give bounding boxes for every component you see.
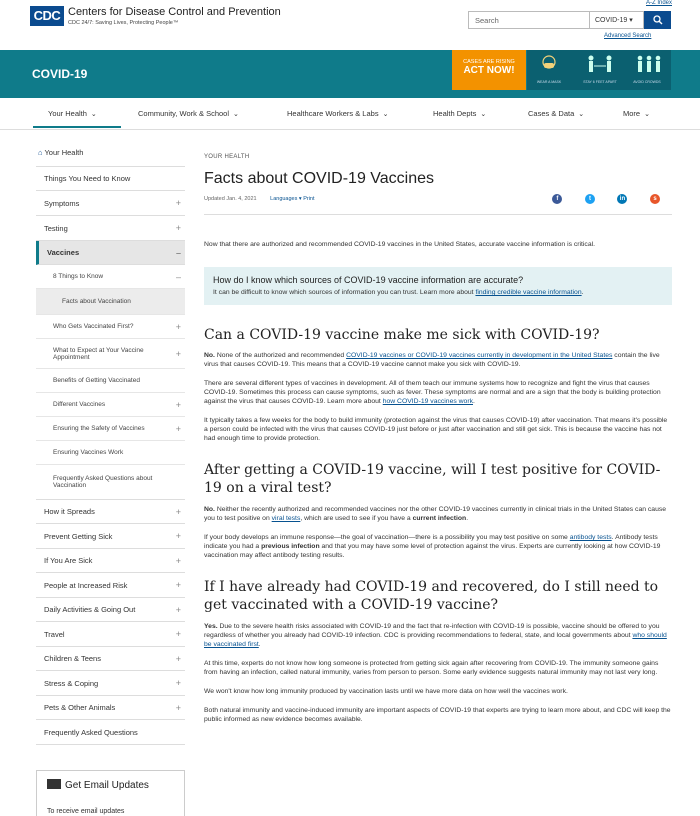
sidebar-item-daily-activities[interactable] [36,598,185,622]
chevron-down-icon: ⌄ [382,111,389,118]
paragraph: Both natural immunity and vaccine-induced immunity are important aspects of COVID-19 that experts are trying to learn more about, and CDC will keep the public informed as new evidence becomes available. [204,707,671,723]
sidebar-sub-benefits[interactable] [36,369,185,393]
main-content [204,154,672,724]
bold-text: previous infection [261,543,320,550]
expand-icon[interactable]: + [175,702,181,713]
nav-label: Your Health [48,109,87,118]
page-meta [204,196,672,210]
nav-label: More [623,109,641,118]
sidebar-sub-label: What to Expect at Your Vaccine Appointment [53,346,144,361]
sidebar-sub-label: Ensuring Vaccines Work [53,449,124,456]
sidebar-sub-work[interactable] [36,441,185,465]
home-icon: ⌂ [38,148,43,157]
sidebar-item-symptoms[interactable] [36,191,185,216]
sidebar-item-prevent[interactable] [36,524,185,549]
collapse-icon[interactable]: – [175,271,181,282]
antibody-tests-link[interactable]: antibody tests [569,534,612,541]
how-vaccines-work-link[interactable]: how COVID-19 vaccines work [382,398,473,405]
sidebar-item-label: How it Spreads [44,507,95,516]
expand-icon[interactable]: + [175,423,181,434]
credible-info-link[interactable]: finding credible vaccine information [475,289,582,296]
sidebar-item-label: Symptoms [44,198,80,208]
sidebar-item-faq[interactable] [36,720,185,745]
chevron-down-icon: ⌄ [578,111,585,118]
text: If your body develops an immune response—the goal of vaccination—there is a possibility you may test positive on some [204,534,570,541]
chevron-down-icon: ⌄ [90,111,97,118]
twitter-icon[interactable]: t [585,194,595,204]
sidebar-item-label: Vaccines [47,248,80,257]
top-navigation [0,98,700,130]
distance-icon [587,54,613,76]
print-link[interactable]: Print [303,196,315,202]
sidebar-item-label: If You Are Sick [44,556,93,565]
nav-more[interactable] [623,109,650,118]
facebook-icon[interactable]: f [552,194,562,204]
nav-your-health[interactable] [48,109,97,118]
nav-active-indicator [33,126,121,128]
sidebar-item-label: Pets & Other Animals [44,703,116,712]
sidebar-item-label: Children & Teens [44,654,101,663]
cdc-logo[interactable]: CDC [30,6,64,26]
sidebar-item-label: Testing [44,223,68,233]
mask-icon [539,54,559,76]
nav-label: Community, Work & School [138,109,229,118]
section-heading: If I have already had COVID-19 and recovered, do I still need to get vaccinated with a COVID-19 vaccine? [204,579,659,613]
paragraph: At this time, experts do not know how long someone is protected from getting sick again after recovering from COVID-19. The immunity someone gains from having an infection, called natural immunity, varies from person to person. Some early evidence suggests natural immunity may not last very long. [204,660,659,676]
eyebrow: YOUR HEALTH [204,154,250,160]
nav-cases-data[interactable] [528,109,584,118]
sidebar-item-label: Travel [44,629,65,639]
callout-answer [213,288,663,297]
paragraph [204,351,672,369]
sidebar-sub-label: Different Vaccines [53,401,106,408]
paragraph: We won't know how long immunity produced by vaccination lasts until we have more data on how well the vaccines work. [204,688,568,695]
expand-icon[interactable]: + [175,555,181,566]
sidebar-sub-facts[interactable] [36,289,185,315]
sidebar-item-testing[interactable] [36,216,185,241]
email-subtext: To receive email updates [47,808,125,815]
envelope-icon [47,779,61,789]
sidebar-home[interactable] [36,148,185,166]
expand-icon[interactable]: + [175,580,181,590]
site-header [0,0,700,50]
expand-icon[interactable]: + [175,399,181,410]
sidebar [36,148,185,745]
divider [204,214,672,215]
paragraph [204,622,672,649]
syndicate-icon[interactable]: s [650,194,660,204]
linkedin-icon[interactable]: in [617,194,627,204]
text: There are several different types of vaccines in development. All of them teach our immune systems how to recognize and fight the virus that causes COVID-19. Sometimes this process can cause symptoms, such as fever. These symptoms are normal and are a sign that the body is building protection against the virus that causes COVID-19. Learn more about [204,380,661,405]
intro-paragraph: Now that there are authorized and recommended COVID-19 vaccines in the United States, accurate vaccine information is critical. [204,241,596,248]
crowd-icon [635,54,663,76]
sidebar-home-label: Your Health [44,148,84,157]
answer-bold: No. [204,352,215,359]
collapse-icon[interactable]: – [175,247,181,258]
chevron-down-icon: ⌄ [644,111,650,118]
section-heading: Can a COVID-19 vaccine make me sick with COVID-19? [204,327,600,343]
search-button[interactable] [644,11,671,29]
advanced-search-link[interactable]: Advanced Search [604,33,652,39]
mask-label: WEAR A MASK [536,80,562,84]
expand-icon[interactable]: + [175,506,181,517]
expand-icon[interactable]: + [175,629,181,639]
expand-icon[interactable]: + [175,198,181,208]
text: Due to the severe health risks associated with COVID-19 and the fact that re-infection with COVID-19 is possible, vaccine should be offered to you regardless of whether you already had COVID-19 infection. CDC is providing recommendations to federal, state, and local governments about [204,623,660,639]
sidebar-sub-different[interactable] [36,393,185,417]
paragraph [204,379,672,406]
email-updates-box[interactable] [36,770,185,816]
paragraph: It typically takes a few weeks for the body to build immunity (protection against the virus that causes COVID-19) after vaccination. That means it's possible a person could be infected with the virus that causes COVID-19 just before or just after vaccination and still get sick. This is because the vaccine has not had enough time to provide protection. [204,417,668,442]
callout-box [204,267,672,305]
sidebar-item-pets[interactable] [36,696,185,720]
crowd-label: AVOID CROWDS [633,80,661,84]
sidebar-sub-what-to-expect[interactable] [36,339,185,369]
sidebar-sub-label: Ensuring the Safety of Vaccines [53,425,145,432]
paragraph [204,533,672,560]
sidebar-item-sick[interactable] [36,549,185,573]
text: . [466,515,469,522]
answer-bold: No. [204,506,215,513]
bold-text: current infection [412,515,467,522]
text: . Antibody tests indicate you had a [204,534,658,550]
sidebar-item-label: Prevent Getting Sick [44,531,113,541]
page-title: Facts about COVID-19 Vaccines [204,170,435,187]
paragraph [204,505,672,523]
expand-icon[interactable]: + [175,531,181,541]
viral-tests-link[interactable]: viral tests [271,515,301,522]
sidebar-sub-label: 8 Things to Know [53,273,104,280]
org-tagline: CDC 24/7: Saving Lives, Protecting People™ [68,20,179,26]
sidebar-item-label: People at Increased Risk [44,580,128,590]
sidebar-item-travel[interactable] [36,622,185,647]
nav-label: Cases & Data [528,109,575,118]
vaccines-in-development-link[interactable]: COVID-19 vaccines or COVID-19 vaccines currently in development in the United States [346,352,613,359]
distance-label: STAY 6 FEET APART [583,80,617,84]
callout-text: It can be difficult to know which sources of information you can trust. Learn more about [213,289,476,296]
nav-community[interactable] [138,109,239,118]
expand-icon[interactable]: + [175,678,181,688]
text: . [472,398,475,405]
sidebar-sub-who-first[interactable] [36,315,185,339]
answer-bold: Yes. [204,623,218,630]
banner-title[interactable]: COVID-19 [32,67,88,81]
chevron-down-icon: ⌄ [233,111,239,118]
sidebar-sub-label: Frequently Asked Questions about Vaccination [53,475,153,489]
act-now-big: ACT NOW! [463,65,515,76]
prevention-icons[interactable] [527,50,671,90]
sidebar-item-increased-risk[interactable] [36,573,185,598]
text: contain the live virus that causes COVID-19. This means that a COVID-19 vaccine cannot make you sick with COVID-19. [204,352,660,368]
search-scope-select[interactable]: COVID-19 ▾ [590,11,644,29]
text: None of the authorized and recommended [214,352,347,359]
sidebar-sub-faq-vaccination[interactable] [36,465,185,500]
expand-icon[interactable]: + [175,223,181,233]
sidebar-item-label: Stress & Coping [44,678,99,688]
nav-healthcare[interactable] [287,109,388,118]
sidebar-sub-safety[interactable] [36,417,185,441]
chevron-down-icon: ⌄ [480,111,487,118]
expand-icon[interactable]: + [175,653,181,664]
text: Neither the recently authorized and recommended vaccines nor the other COVID-19 vaccines currently in clinical trials in the United States can cause you to test positive on [204,506,667,522]
sidebar-sub-label: Who Gets Vaccinated First? [53,323,134,330]
sidebar-item-spreads[interactable] [36,500,185,524]
sidebar-item-label: Frequently Asked Questions [44,727,138,737]
text: and that you may have some level of protection against the virus. Experts are currently looking at how COVID-19 vaccination may affect antibody testing results. [204,543,661,559]
section-heading: After getting a COVID-19 vaccine, will I test positive for COVID-19 on a viral test? [204,462,661,496]
expand-icon[interactable]: + [175,348,181,359]
email-title-label: Get Email Updates [65,780,149,791]
sidebar-item-vaccines[interactable] [36,241,185,265]
callout-text-end: . [581,289,584,296]
callout-question: How do I know which sources of COVID-19 vaccine information are accurate? [213,275,524,285]
act-now-box[interactable] [452,50,526,90]
sidebar-sub-8-things[interactable] [36,265,185,289]
act-now-small: CASES ARE RISING [463,59,515,65]
org-name[interactable]: Centers for Disease Control and Prevention [68,6,281,18]
languages-menu[interactable]: Languages ▾ [270,196,302,202]
expand-icon[interactable]: + [175,321,181,332]
expand-icon[interactable]: + [175,604,181,615]
nav-label: Healthcare Workers & Labs [287,109,379,118]
sidebar-item-label: Daily Activities & Going Out [44,605,136,614]
az-index-link[interactable]: A-Z Index [645,0,672,6]
sidebar-item-children[interactable] [36,647,185,671]
sidebar-sub-label: Facts about Vaccination [62,298,131,305]
sidebar-item-things-to-know[interactable] [36,166,185,191]
text: . [258,641,261,648]
who-vaccinated-first-link[interactable]: who should be vaccinated first [204,632,667,648]
sidebar-item-stress[interactable] [36,671,185,696]
search-input[interactable]: Search [468,11,590,29]
social-share [543,194,672,204]
nav-health-depts[interactable] [433,109,486,118]
nav-label: Health Depts [433,109,477,118]
text: , which are used to see if you have a [300,515,413,522]
updated-date: Updated Jan. 4, 2021 [204,196,257,202]
search-icon [653,15,663,25]
sidebar-item-label: Things You Need to Know [44,174,131,183]
sidebar-sub-label: Benefits of Getting Vaccinated [53,377,140,384]
covid-banner [0,50,700,98]
email-title [47,779,149,791]
